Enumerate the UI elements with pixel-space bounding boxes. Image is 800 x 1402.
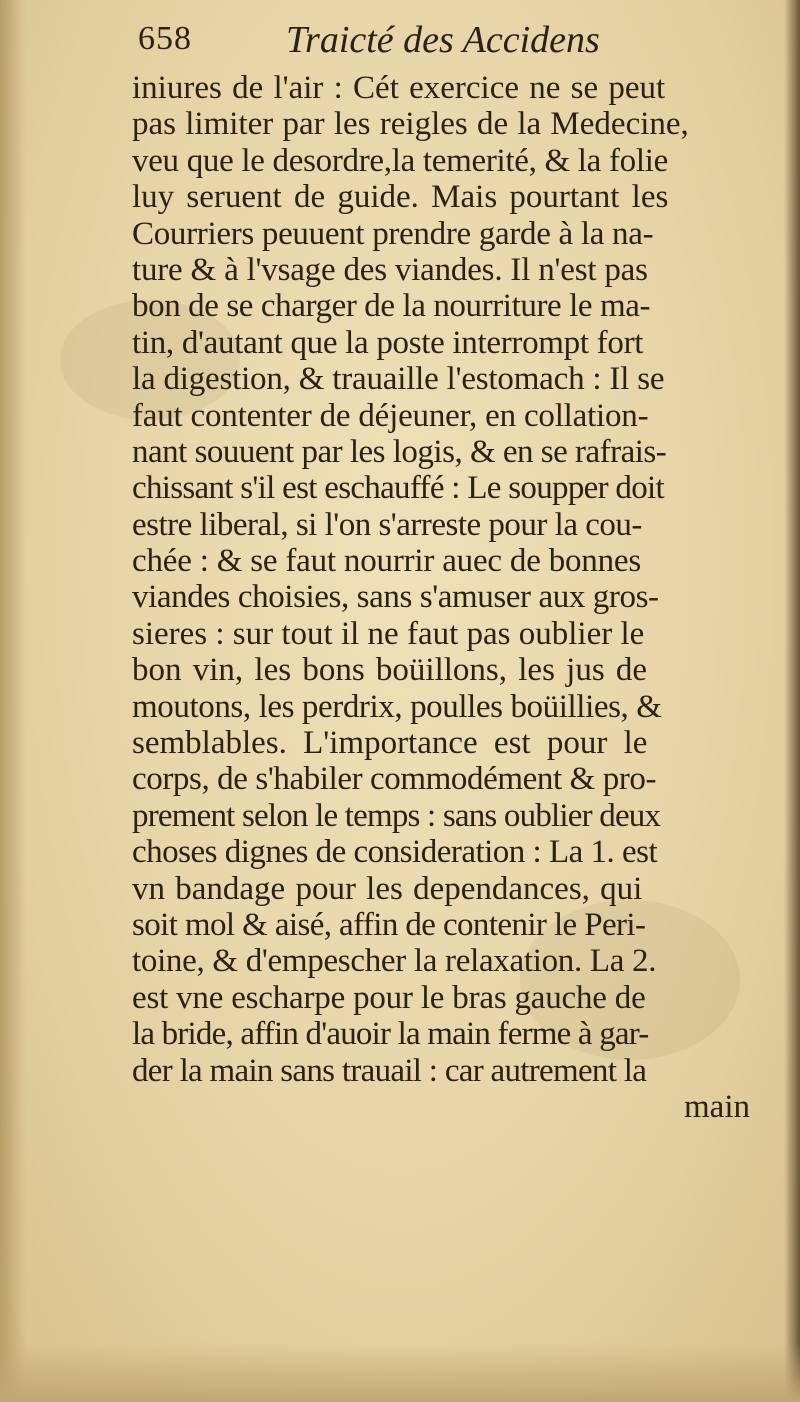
text-line: est vne escharpe pour le bras gauche de	[132, 979, 646, 1016]
text-line: luy seruent de guide. Mais pourtant les	[132, 179, 669, 216]
text-line: bon vin, les bons boüillons, les jus de	[132, 652, 648, 689]
text-line: soit mol & aisé, affin de contenir le Peri-	[132, 906, 646, 943]
text-line: prement selon le temps : sans oublier deux	[132, 797, 661, 834]
text-line: semblables. L'importance est pour le	[132, 725, 648, 762]
page-number: 658	[138, 20, 192, 57]
text-line: nant souuent par les logis, & en se rafrais-	[132, 433, 667, 470]
text-line: pas limiter par les reigles de la Medecine,	[132, 106, 689, 143]
text-line: veu que le desordre,la temerité, & la folie	[132, 142, 668, 179]
text-line: vn bandage pour les dependances, qui	[132, 870, 643, 907]
page-left-shadow	[0, 0, 26, 1402]
text-line: Courriers peuuent prendre garde à la na-	[132, 215, 654, 252]
text-line: viandes choisies, sans s'amuser aux gros-	[132, 579, 659, 616]
text-line: la bride, affin d'auoir la main ferme à gar-	[132, 1016, 649, 1053]
text-line: der la main sans trauail : car autrement la	[132, 1052, 647, 1089]
running-head	[138, 18, 738, 68]
catchword: main	[684, 1088, 750, 1125]
text-line: ture & à l'vsage des viandes. Il n'est pas	[132, 251, 648, 288]
page-bottom-shadow	[0, 1342, 800, 1402]
text-line: bon de se charger de la nourriture le ma-	[132, 288, 651, 325]
running-title: Traicté des Accidens	[286, 19, 600, 61]
text-line: chissant s'il est eschauffé : Le soupper doit	[132, 470, 664, 507]
text-line: tin, d'autant que la poste interrompt fort	[132, 324, 644, 361]
text-line: la digestion, & trauaille l'estomach : Il se	[132, 361, 665, 398]
text-line: iniures de l'air : Cét exercice ne se peut	[132, 70, 666, 106]
text-line: sieres : sur tout il ne faut pas oublier le	[132, 615, 645, 652]
text-line: faut contenter de déjeuner, en collation-	[132, 397, 649, 434]
text-line: estre liberal, si l'on s'arreste pour la cou-	[132, 506, 642, 543]
text-line: toine, & d'empescher la relaxation. La 2.	[132, 943, 657, 980]
page-right-edge	[784, 0, 800, 1402]
text-line: corps, de s'habiler commodément & pro-	[132, 761, 657, 798]
body-text	[132, 70, 772, 1125]
text-line: choses dignes de consideration : La 1. est	[132, 834, 658, 871]
text-line: moutons, les perdrix, poulles boüillies, &	[132, 688, 662, 725]
text-line: chée : & se faut nourrir auec de bonnes	[132, 543, 641, 580]
